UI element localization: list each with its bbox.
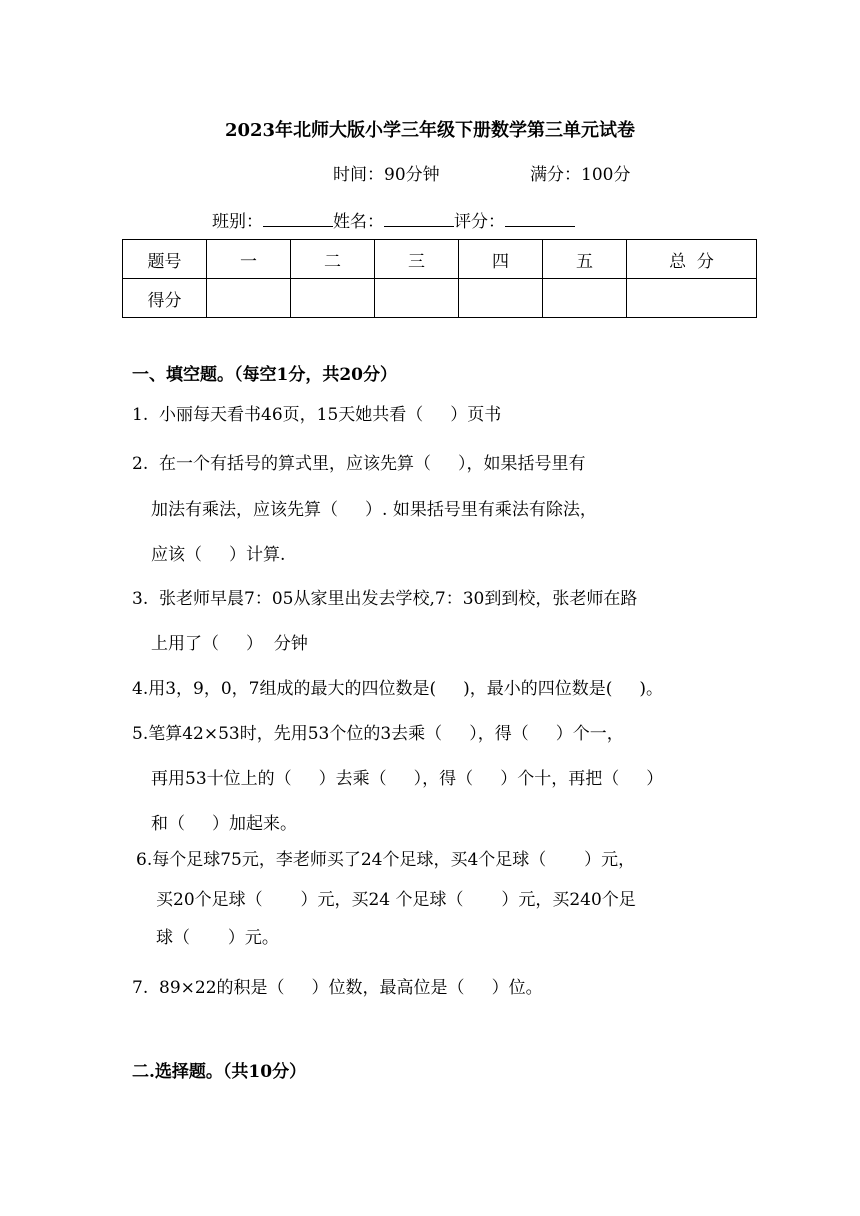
question-1: 1. 小丽每天看书46页，15天她共看（ ）页书 bbox=[132, 405, 502, 425]
question-6-line-1: 6.每个足球75元，李老师买了24个足球，买4个足球（ ）元， bbox=[136, 850, 636, 870]
exam-title: 2023年北师大版小学三年级下册数学第三单元试卷 bbox=[224, 120, 636, 141]
score-table bbox=[122, 239, 757, 318]
question-5-line-1: 5.笔算42×53时，先用53个位的3去乘（ ），得（ ）个一， bbox=[132, 724, 624, 744]
class-label: 班别： bbox=[212, 212, 263, 232]
score-header-cell: 题号 bbox=[123, 240, 207, 279]
question-5-line-2: 再用53十位上的（ ）去乘（ ），得（ ）个十，再把（ ） bbox=[151, 769, 664, 789]
score-cell[interactable] bbox=[543, 279, 627, 318]
student-info-line bbox=[212, 207, 575, 232]
question-5-line-3: 和（ ）加起来。 bbox=[151, 814, 298, 834]
question-3-line-2: 上用了（ ） 分钟 bbox=[151, 634, 308, 654]
question-6-line-3: 球（ ）元。 bbox=[156, 928, 279, 948]
exam-time: 时间：90分钟 bbox=[333, 165, 440, 185]
question-2-line-2: 加法有乘法，应该先算（ ）. 如果括号里有乘法有除法， bbox=[151, 500, 597, 520]
grade-blank[interactable] bbox=[505, 212, 575, 227]
section1-heading: 一、填空题。（每空1分，共20分） bbox=[132, 365, 397, 385]
name-label: 姓名： bbox=[333, 212, 384, 232]
question-6-line-2: 买20个足球（ ）元，买24 个足球（ ）元，买240个足 bbox=[156, 890, 636, 910]
score-cell[interactable] bbox=[207, 279, 291, 318]
score-cell[interactable] bbox=[627, 279, 757, 318]
exam-full-score: 满分：100分 bbox=[530, 165, 631, 185]
class-blank[interactable] bbox=[263, 212, 333, 227]
score-table-score-row bbox=[123, 279, 757, 318]
score-cell[interactable] bbox=[459, 279, 543, 318]
score-header-cell: 总 分 bbox=[627, 240, 757, 279]
question-4: 4.用3，9，0，7组成的最大的四位数是( )，最小的四位数是( )。 bbox=[132, 679, 664, 699]
section2-heading: 二.选择题。（共10分） bbox=[132, 1062, 307, 1082]
question-2-line-3: 应该（ ）计算. bbox=[151, 545, 286, 565]
score-header-cell: 三 bbox=[375, 240, 459, 279]
score-header-cell: 四 bbox=[459, 240, 543, 279]
name-blank[interactable] bbox=[384, 212, 454, 227]
question-3-line-1: 3. 张老师早晨7：05从家里出发去学校,7：30到到校，张老师在路 bbox=[132, 589, 638, 609]
score-header-cell: 二 bbox=[291, 240, 375, 279]
score-table-header-row bbox=[123, 240, 757, 279]
question-2-line-1: 2. 在一个有括号的算式里，应该先算（ ），如果括号里有 bbox=[132, 454, 586, 474]
score-cell[interactable] bbox=[291, 279, 375, 318]
question-7: 7. 89×22的积是（ ）位数，最高位是（ ）位。 bbox=[132, 978, 543, 998]
grade-label: 评分： bbox=[454, 212, 505, 232]
score-cell[interactable] bbox=[375, 279, 459, 318]
score-row-label: 得分 bbox=[123, 279, 207, 318]
score-header-cell: 五 bbox=[543, 240, 627, 279]
score-header-cell: 一 bbox=[207, 240, 291, 279]
